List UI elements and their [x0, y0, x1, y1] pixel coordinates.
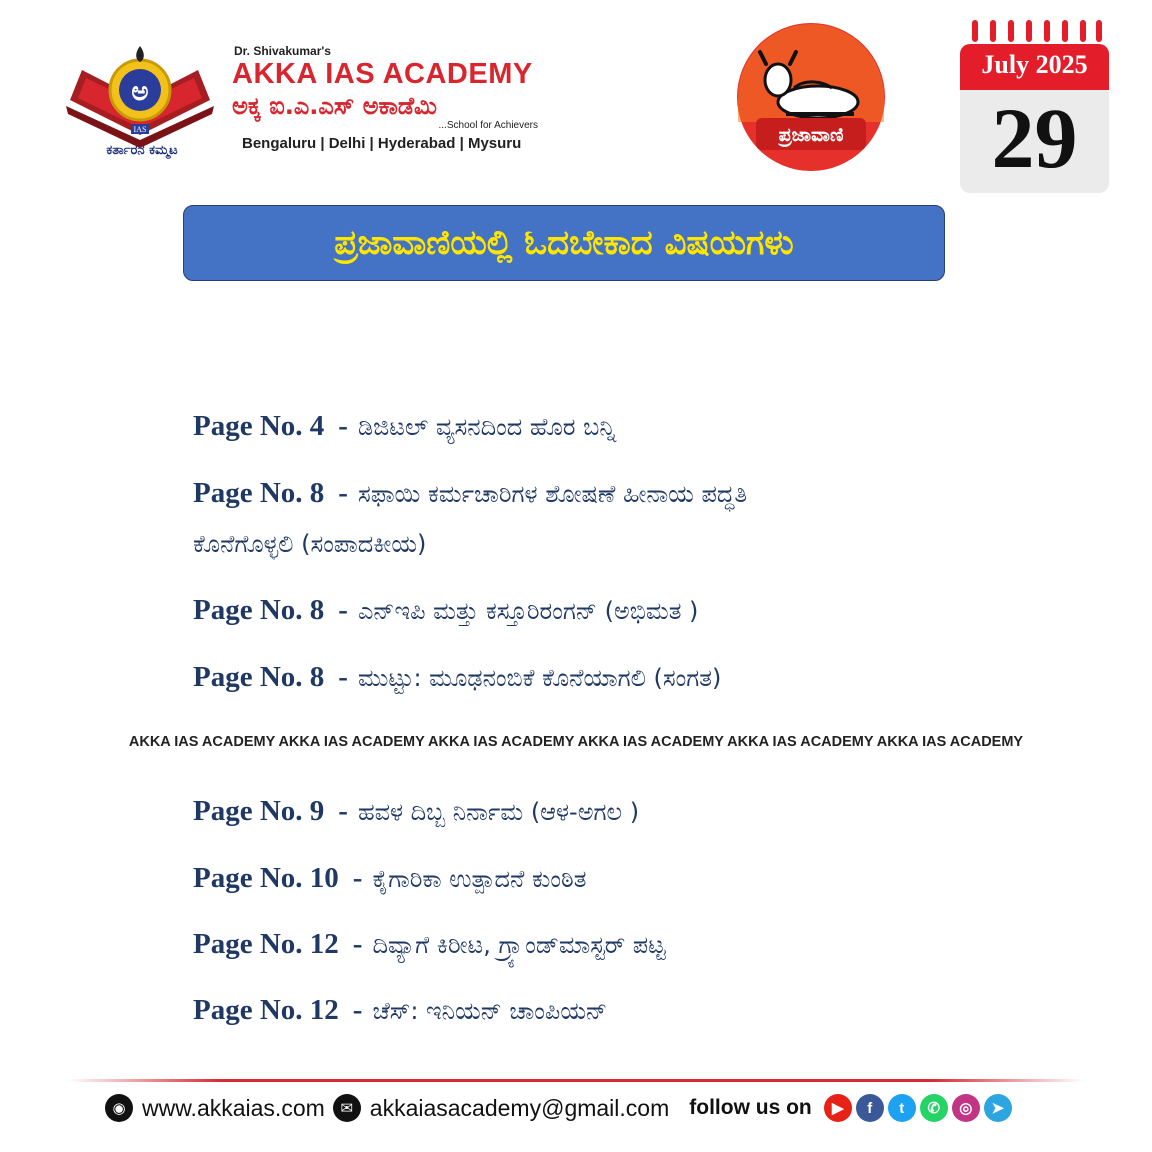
page-number: Page No. 12 — [193, 928, 339, 960]
article-title: ಚೆಸ್: ಇನಿಯನ್ ಚಾಂಪಿಯನ್ — [372, 997, 608, 1025]
list-item — [193, 928, 666, 961]
list-item — [193, 594, 698, 627]
website-link[interactable]: www.akkaias.com — [142, 1094, 325, 1121]
separator: - — [338, 477, 348, 509]
emblem-letter: ಅ — [131, 77, 149, 107]
footer-divider — [68, 1079, 1084, 1082]
calendar-ring-icon — [972, 20, 978, 42]
article-title: ಸಫಾಯಿ ಕರ್ಮಚಾರಿಗಳ ಶೋಷಣೆ ಹೀನಾಯ ಪದ್ಧತಿ — [357, 480, 748, 508]
follow-label: follow us on — [689, 1096, 812, 1119]
calendar-day: 29 — [991, 90, 1078, 186]
separator: - — [352, 928, 363, 960]
list-item — [193, 994, 607, 1027]
academy-motto: ಕರ್ತಾರನ ಕಮ್ಮಟ — [106, 143, 178, 158]
article-title: ಹವಳ ದಿಬ್ಬ ನಿರ್ನಾಮ (ಆಳ-ಅಗಲ ) — [357, 798, 640, 826]
list-item — [193, 477, 747, 510]
calendar-ring-icon — [1062, 20, 1068, 42]
article-title: ಎನ್‌ಇಪಿ ಮತ್ತು ಕಸ್ತೂರಿರಂಗನ್ (ಅಭಿಮತ ) — [357, 597, 699, 625]
separator: - — [352, 862, 363, 894]
watermark-strip: AKKA IAS ACADEMY AKKA IAS ACADEMY AKKA IAS ACADEMY AKKA IAS ACADEMY AKKA IAS ACADEMY AKKA IAS ACADEMY — [128, 734, 1024, 750]
footer — [105, 1090, 1012, 1126]
page-number: Page No. 8 — [193, 661, 325, 693]
twitter-icon[interactable]: t — [888, 1094, 916, 1122]
mail-icon: ✉ — [333, 1094, 361, 1122]
page-title: ಪ್ರಜಾವಾಣಿಯಲ್ಲಿ ಓದಬೇಕಾದ ವಿಷಯಗಳು — [334, 223, 794, 263]
separator: - — [338, 410, 348, 442]
calendar-ring-icon — [990, 20, 996, 42]
globe-icon: ◉ — [105, 1094, 133, 1122]
prajavani-name: ಪ್ರಜಾವಾಣಿ — [778, 124, 844, 146]
page-number: Page No. 9 — [193, 795, 325, 827]
calendar-month-year: July 2025 — [981, 50, 1088, 79]
youtube-icon[interactable]: ▶ — [824, 1094, 852, 1122]
academy-prefix: Dr. Shivakumar's — [234, 44, 331, 58]
telegram-icon[interactable]: ➤ — [984, 1094, 1012, 1122]
separator: - — [338, 795, 348, 827]
emblem-label: IAS — [133, 125, 147, 134]
page-number: Page No. 12 — [193, 994, 339, 1026]
article-title: ಡಿಜಿಟಲ್ ವ್ಯಸನದಿಂದ ಹೊರ ಬನ್ನಿ — [357, 413, 616, 441]
list-item — [193, 795, 639, 828]
academy-brand — [232, 44, 562, 152]
page-number: Page No. 10 — [193, 862, 339, 894]
separator: - — [352, 994, 363, 1026]
list-item — [193, 661, 721, 694]
article-title: ದಿವ್ಯಾಗೆ ಕಿರೀಟ, ಗ್ರ್ಯಾಂಡ್‌ಮಾಸ್ಟರ್ ಪಟ್ಟ — [372, 931, 666, 959]
page-number: Page No. 4 — [193, 410, 325, 442]
list-item — [193, 410, 616, 443]
page-number: Page No. 8 — [193, 594, 325, 626]
academy-tagline: ...School for Achievers — [438, 120, 538, 131]
instagram-icon[interactable]: ◎ — [952, 1094, 980, 1122]
calendar-ring-icon — [1080, 20, 1086, 42]
academy-name-kannada: ಅಕ್ಕ ಐ.ಎ.ಎಸ್ ಅಕಾಡೆಮಿ — [232, 92, 437, 120]
academy-name: AKKA IAS ACADEMY — [232, 58, 533, 90]
separator: - — [338, 661, 348, 693]
article-title: ಮುಟ್ಟು: ಮೂಢನಂಬಿಕೆ ಕೊನೆಯಾಗಲಿ (ಸಂಗತ) — [357, 664, 722, 692]
title-banner — [183, 205, 945, 281]
email-link[interactable]: akkaiasacademy@gmail.com — [369, 1094, 670, 1121]
prajavani-logo — [736, 22, 886, 172]
whatsapp-icon[interactable]: ✆ — [920, 1094, 948, 1122]
facebook-icon[interactable]: f — [856, 1094, 884, 1122]
list-item — [193, 862, 586, 895]
separator: - — [338, 594, 348, 626]
calendar-ring-icon — [1008, 20, 1014, 42]
calendar-ring-icon — [1026, 20, 1032, 42]
page-number: Page No. 8 — [193, 477, 325, 509]
article-title: ಕೈಗಾರಿಕಾ ಉತ್ಪಾದನೆ ಕುಂಠಿತ — [372, 865, 587, 893]
calendar-ring-icon — [1096, 20, 1102, 42]
academy-cities: Bengaluru | Delhi | Hyderabad | Mysuru — [242, 135, 522, 152]
article-title-continued: ಕೊನೆಗೊಳ್ಳಲಿ (ಸಂಪಾದಕೀಯ) — [193, 530, 427, 558]
calendar-ring-icon — [1044, 20, 1050, 42]
